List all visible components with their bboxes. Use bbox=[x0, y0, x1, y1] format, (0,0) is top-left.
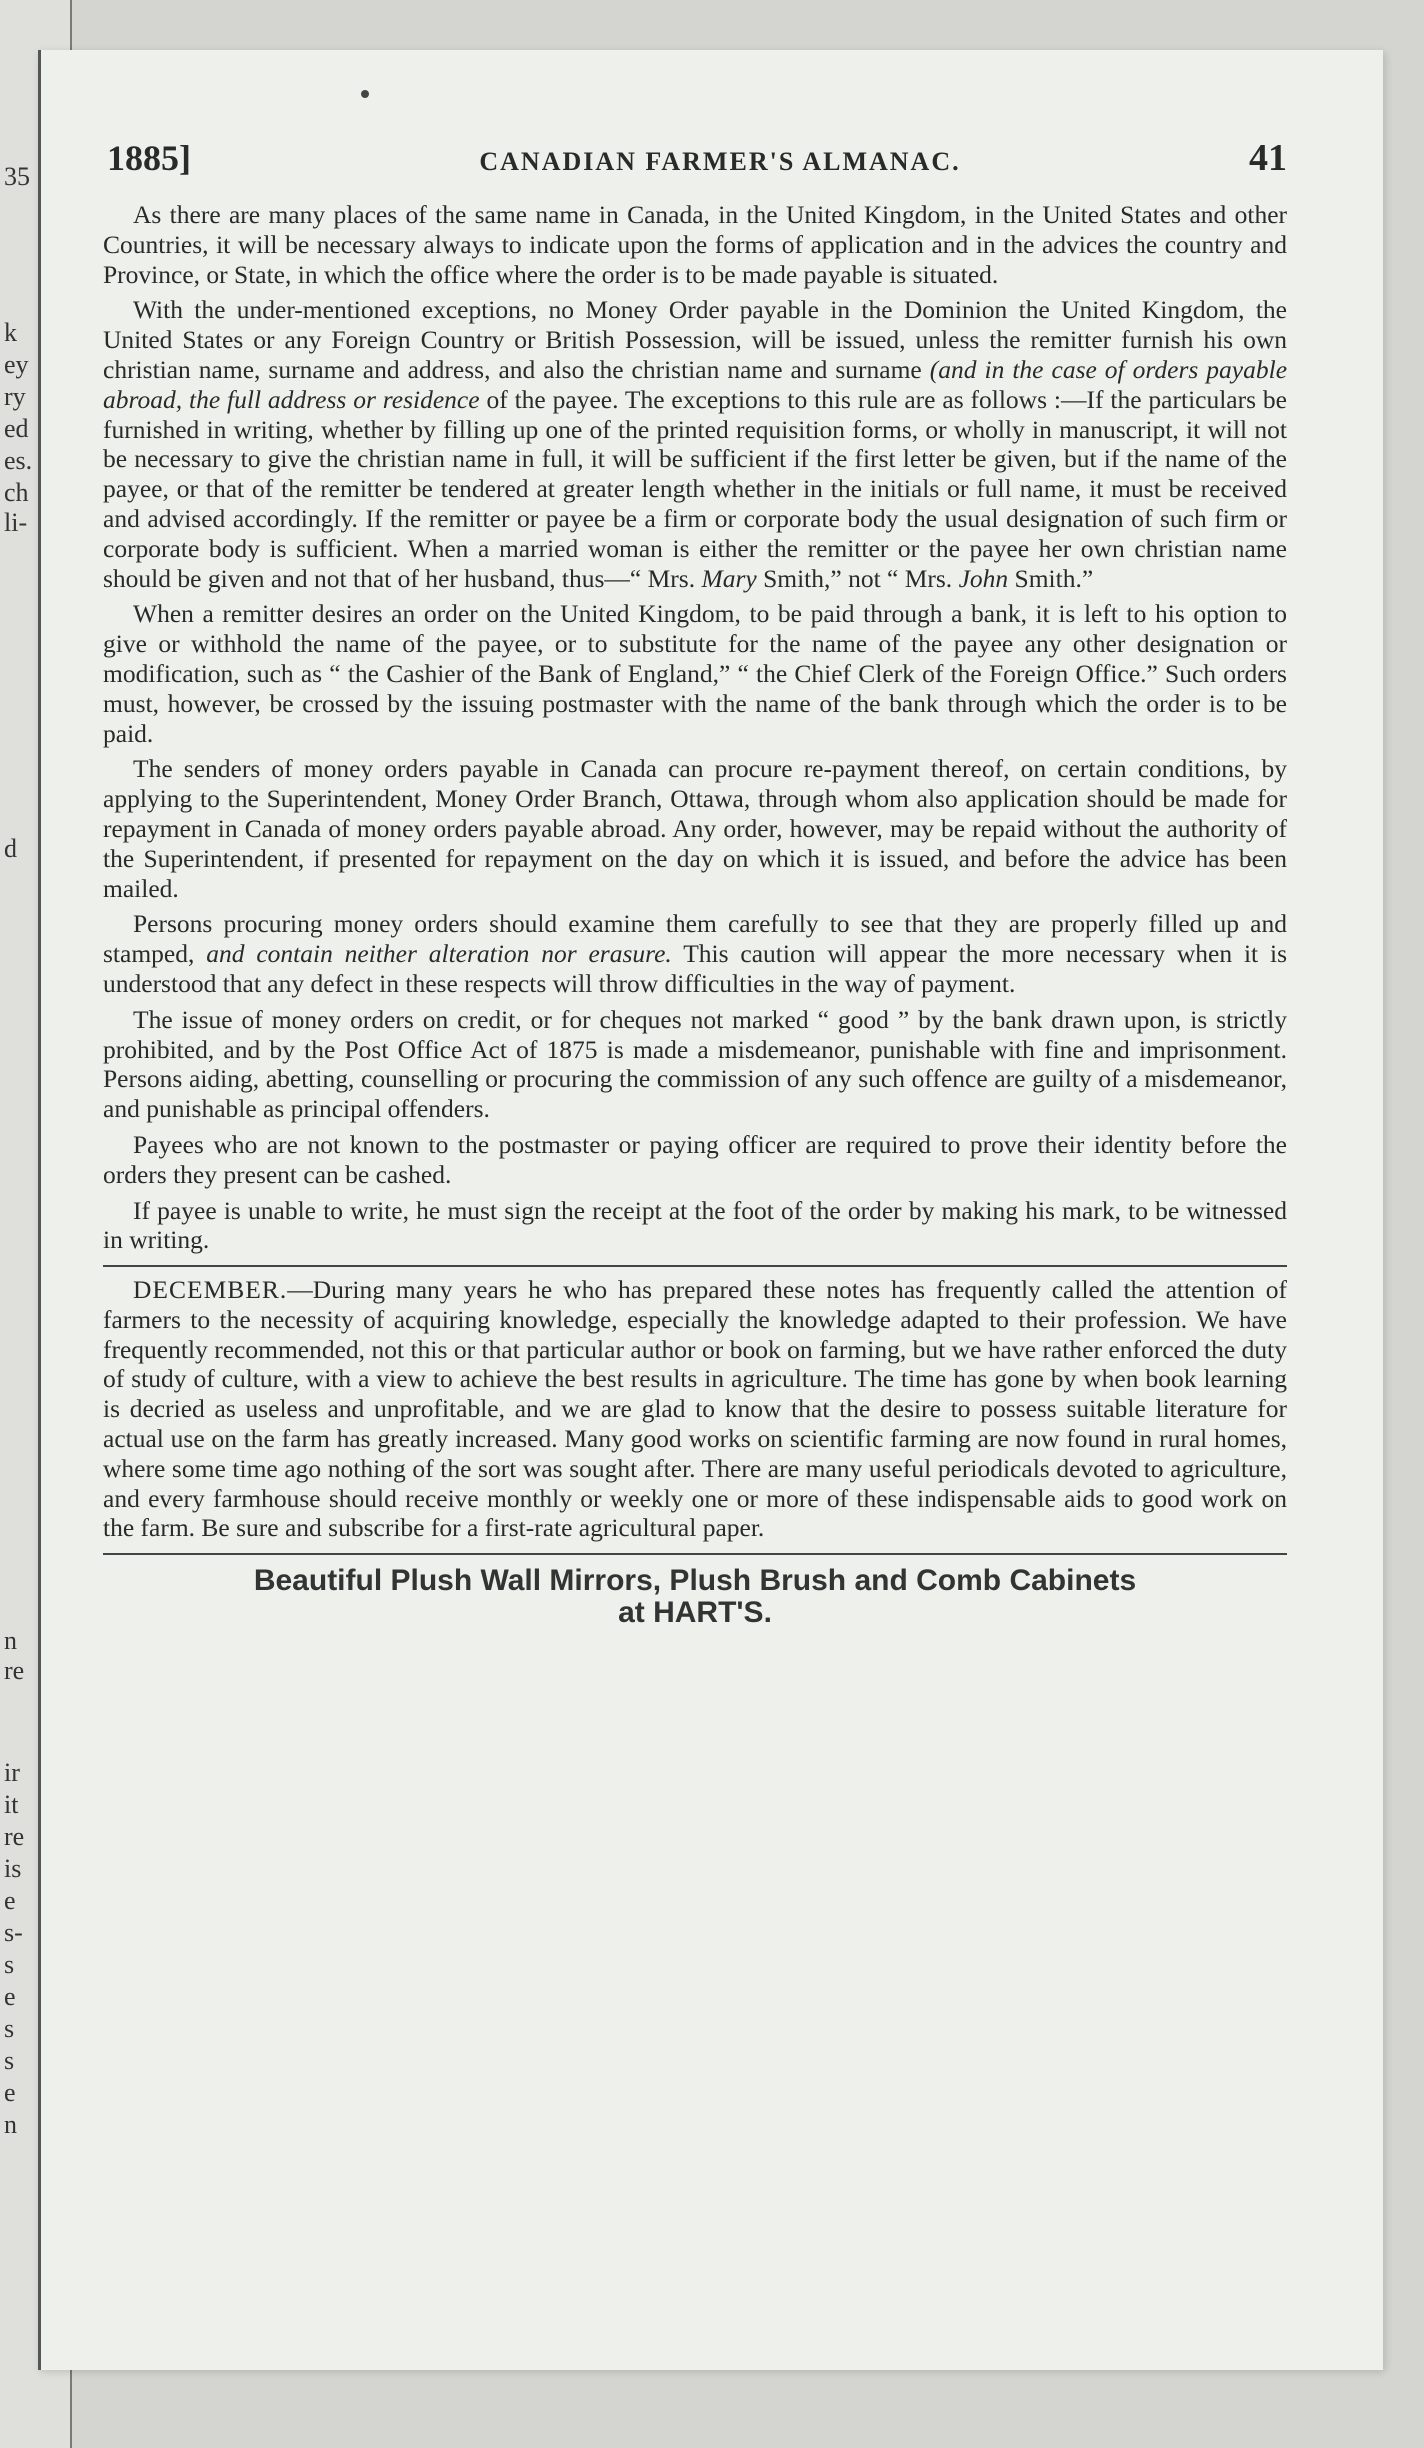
page-header bbox=[107, 136, 1287, 186]
margin-fragment: ir bbox=[4, 1758, 20, 1787]
margin-fragment: ch bbox=[4, 478, 29, 507]
page-number: 41 bbox=[1248, 137, 1287, 179]
text-run: —During many years he who has prepared these notes has frequently called the attention of farmers to the necessity of acquiring knowledge, especially the knowledge adapted to their profession. We have frequently recommended, not this or that particular author or book on farming, but we have rather enforced the duty of study of culture, with a view to achieve the best results in agriculture. The time has gone by when book learning is decried as useless and unprofitable, and we are glad to know that the desire to possess suitable literature for actual use on the farm has greatly increased. Many good works on scientific farming are now found in rural homes, where some time ago nothing of the sort was sought after. There are many useful periodicals devoted to agriculture, and every farmhouse should receive monthly or weekly one or more of these indispensable aids to good work on the farm. Be sure and subscribe for a first-rate agricultural paper. bbox=[103, 1275, 1287, 1543]
section-divider bbox=[103, 1265, 1287, 1267]
italic-run: (and in the case of orders payable abroad, the full address or residence bbox=[103, 354, 1288, 414]
margin-fragment: is bbox=[4, 1854, 22, 1883]
italic-run: and contain neither alteration nor erasure. bbox=[206, 939, 672, 969]
ad-divider bbox=[103, 1553, 1287, 1555]
december-label: DECEMBER. bbox=[133, 1275, 288, 1305]
text-run: Smith,” not “ Mrs. bbox=[763, 563, 953, 593]
ad-line-2: at HART'S. bbox=[618, 1596, 772, 1630]
margin-fragment: ey bbox=[4, 350, 29, 379]
margin-fragment: n bbox=[4, 1626, 17, 1655]
margin-fragment: re bbox=[4, 1656, 25, 1685]
paragraph-credit-prohibited: The issue of money orders on credit, or for cheques not marked “ good ” by the bank drawn upon, is strictly prohibited, and by the Post Office Act of 1875 is made a misdemeanor, punishable with fine and imprisonment. Persons aiding, abetting, counselling or procuring the commission of any such offence are guilty of a misdemeanor, and punishable as principal offenders. bbox=[103, 1004, 1287, 1124]
margin-fragment: 35 bbox=[4, 162, 30, 191]
margin-fragment: re bbox=[4, 1822, 25, 1851]
margin-fragment: it bbox=[4, 1790, 19, 1819]
italic-run: Mary bbox=[701, 563, 757, 593]
margin-fragment: s bbox=[4, 2046, 15, 2075]
page-body bbox=[103, 200, 1287, 1629]
margin-fragment: e bbox=[4, 1886, 16, 1915]
margin-fragment: ed bbox=[4, 414, 29, 443]
margin-fragment: es. bbox=[4, 446, 33, 475]
margin-fragment: e bbox=[4, 2078, 16, 2107]
ad-line-1: Beautiful Plush Wall Mirrors, Plush Brush and Comb Cabinets bbox=[253, 1564, 1137, 1598]
text-run: Persons procuring money orders should examine them carefully to see that they are properly filled up and stamped, bbox=[103, 909, 1287, 969]
margin-fragment: k bbox=[4, 318, 17, 347]
paragraph-place-names: As there are many places of the same name in Canada, in the United Kingdom, in the United States and other Countries, it will be necessary always to indicate upon the forms of application and in the advices the country and Province, or State, in which the office where the order is to be made payable is situated. bbox=[103, 200, 1287, 289]
italic-run: John bbox=[958, 563, 1009, 593]
margin-fragment: s bbox=[4, 1950, 15, 1979]
text-run: This caution will appear the more necessary when it is understood that any defect in these respects will throw difficulties in the way of payment. bbox=[103, 939, 1288, 998]
text-run: of the payee. The exceptions to this rule are as follows :—If the particulars be furnished in writing, whether by filling up one of the printed requisition forms, or wholly in manuscript, it will not be necessary to give the christian name in full, it will be sufficient if the first letter be given, but if the name of the payee, or that of the remitter be tendered at greater length whether in the initials or full name, it must be received and advised accordingly. If the remitter or payee be a firm or corporate body the usual designation of such firm or corporate body is sufficient. When a married woman is either the remitter or the payee her own christian name should be given and not that of her husband, thus—“ Mrs. bbox=[103, 384, 1287, 593]
margin-fragment: d bbox=[4, 834, 17, 863]
margin-fragment: e bbox=[4, 1982, 16, 2011]
text-run: Smith.” bbox=[1014, 563, 1094, 593]
running-title: CANADIAN FARMER'S ALMANAC. bbox=[479, 147, 961, 176]
margin-fragment: n bbox=[4, 2110, 17, 2139]
paragraph-united-kingdom: When a remitter desires an order on the United Kingdom, to be paid through a bank, it is left to his option to give or withhold the name of the payee, or to substitute for the name of the payee any other designation or modification, such as “ the Cashier of the Bank of England,” “ the Chief Clerk of the Foreign Office.” Such orders must, however, be crossed by the issuing postmaster with the name of the bank through which the order is to be paid. bbox=[103, 599, 1287, 748]
paragraph-exceptions bbox=[103, 295, 1287, 593]
text-run: With the under-mentioned exceptions, no Money Order payable in the Dominion the United Kingdom, the United States or any Foreign Country or British Possession, will be issued, unless the remitter furnish his own christian name, surname and address, and also the christian name and surname bbox=[103, 295, 1287, 384]
margin-fragment: s- bbox=[4, 1918, 23, 1947]
advertisement bbox=[103, 1565, 1287, 1629]
header-year: 1885] bbox=[107, 138, 191, 178]
paragraph-examine-orders bbox=[103, 909, 1287, 998]
margin-fragment: li- bbox=[4, 508, 28, 537]
paragraph-repayment: The senders of money orders payable in Canada can procure re-payment thereof, on certain conditions, by applying to the Superintendent, Money Order Branch, Ottawa, through whom also application should be made for repayment in Canada of money orders payable abroad. Any order, however, may be repaid without the authority of the Superintendent, if presented for repayment on the day on which it is issued, and before the advice has been mailed. bbox=[103, 754, 1287, 903]
paragraph-december bbox=[103, 1275, 1287, 1543]
margin-fragment: s bbox=[4, 2014, 15, 2043]
almanac-page bbox=[38, 50, 1383, 2370]
margin-fragment: ry bbox=[4, 382, 26, 411]
ink-spot bbox=[361, 90, 369, 98]
paragraph-payee-mark: If payee is unable to write, he must sign the receipt at the foot of the order by making his mark, to be witnessed in writing. bbox=[103, 1195, 1287, 1255]
paragraph-payee-identity: Payees who are not known to the postmaster or paying officer are required to prove their identity before the orders they present can be cashed. bbox=[103, 1129, 1287, 1189]
